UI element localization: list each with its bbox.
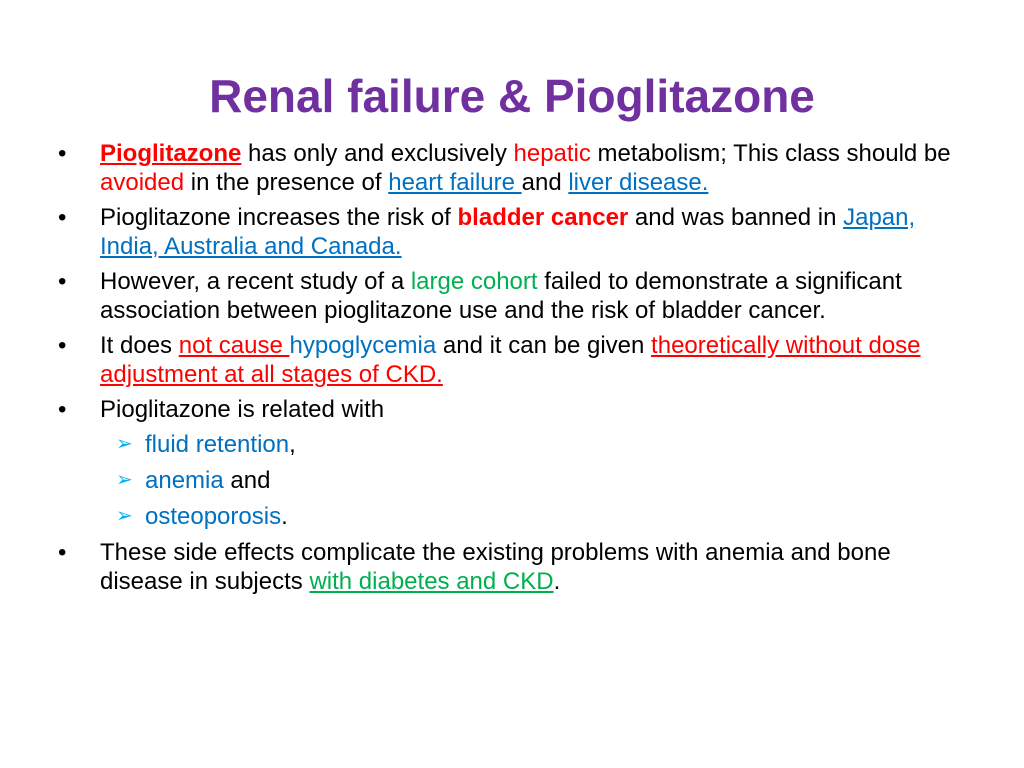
- text-segment: has only and exclusively: [241, 140, 514, 167]
- text-segment: with diabetes and CKD: [309, 568, 554, 595]
- text-segment: and: [521, 169, 569, 196]
- bullet-dot-icon: •: [58, 268, 67, 295]
- bullet-item: [56, 395, 956, 424]
- text-segment: These side effects complicate the existing problems with anemia and bone disease in subjects: [100, 539, 891, 595]
- arrow-bullet-icon: ➢: [116, 433, 133, 455]
- text-segment: It does: [100, 332, 179, 359]
- bullet-dot-icon: •: [58, 140, 67, 167]
- bullet-item: [56, 139, 956, 197]
- text-segment: hepatic: [513, 140, 591, 167]
- text-segment: avoided: [100, 169, 185, 196]
- bullet-item: [56, 538, 956, 596]
- text-segment: osteoporosis: [145, 503, 282, 530]
- text-segment: Pioglitazone increases the risk of: [100, 204, 458, 231]
- text-segment: anemia: [145, 467, 224, 494]
- bullet-item: [56, 267, 956, 325]
- text-segment: metabolism; This class should be: [590, 140, 951, 167]
- slide-title: Renal failure & Pioglitazone: [209, 70, 815, 122]
- text-segment: large cohort: [410, 268, 538, 295]
- text-segment: heart failure: [388, 169, 522, 196]
- text-segment: However, a recent study of a: [100, 268, 411, 295]
- text-segment: ,: [289, 431, 296, 458]
- text-segment: and it can be given: [436, 332, 652, 359]
- sub-bullet-item: [56, 430, 956, 459]
- bullet-list: [56, 139, 956, 602]
- text-segment: in the presence of: [184, 169, 389, 196]
- text-segment: hypoglycemia: [289, 332, 437, 359]
- text-segment: and was banned in: [628, 204, 844, 231]
- sub-bullet-item: [56, 466, 956, 495]
- text-segment: fluid retention: [145, 431, 290, 458]
- text-segment: Pioglitazone is related with: [100, 396, 385, 423]
- arrow-bullet-icon: ➢: [116, 505, 133, 527]
- bullet-dot-icon: •: [58, 332, 67, 359]
- text-segment: Japan, India, Australia and Canada.: [100, 204, 916, 260]
- sub-bullet-item: [56, 502, 956, 531]
- text-segment: Pioglitazone: [100, 140, 242, 167]
- bullet-dot-icon: •: [58, 204, 67, 231]
- bullet-dot-icon: •: [58, 539, 67, 566]
- text-segment: failed to demonstrate a significant association between pioglitazone use and the risk of bladder cancer.: [100, 268, 902, 324]
- text-segment: and: [223, 467, 271, 494]
- text-segment: liver disease.: [568, 169, 709, 196]
- text-segment: theoretically without dose adjustment at all stages of CKD.: [100, 332, 921, 388]
- bullet-item: [56, 331, 956, 389]
- text-segment: bladder cancer: [457, 204, 629, 231]
- text-segment: .: [281, 503, 288, 530]
- text-segment: .: [553, 568, 561, 595]
- bullet-item: [56, 203, 956, 261]
- text-segment: not cause: [178, 332, 290, 359]
- arrow-bullet-icon: ➢: [116, 469, 133, 491]
- bullet-dot-icon: •: [58, 396, 67, 423]
